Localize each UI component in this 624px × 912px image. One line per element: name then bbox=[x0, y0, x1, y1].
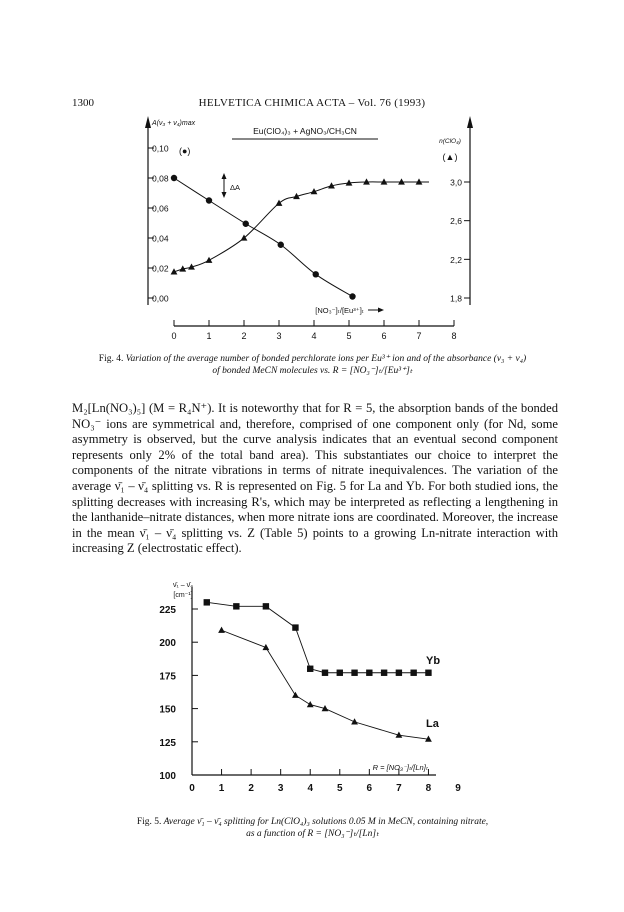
fig5-point-yb bbox=[322, 670, 328, 676]
fig5-x-tick-label: 6 bbox=[366, 783, 373, 794]
fig4-title: Eu(ClO₄)₃ + AgNO₃/CH₃CN bbox=[253, 126, 357, 136]
fig4-x-label-arrow-head bbox=[378, 308, 384, 313]
fig4-left-tick-label: 0,08 bbox=[152, 173, 169, 184]
fig5-y-tick-label: 200 bbox=[159, 638, 176, 650]
fig5-point-yb bbox=[292, 624, 298, 630]
fig4-left-tick-label: 0,04 bbox=[152, 233, 169, 244]
fig4-right-tick-label: 1,8 bbox=[450, 293, 462, 304]
fig5-x-tick-label: 5 bbox=[336, 783, 343, 794]
fig4-point-circle bbox=[349, 293, 355, 299]
fig5-point-yb bbox=[410, 670, 416, 676]
figure-4-chart bbox=[0, 110, 624, 345]
fig5-point-yb bbox=[396, 670, 402, 676]
fig4-series-perchlorate-line bbox=[174, 178, 353, 297]
fig5-series-label-la: La bbox=[426, 718, 439, 730]
fig5-x-axis-label: R = [NO₃⁻]ₜ/[Ln]ₜ bbox=[372, 763, 428, 772]
fig4-x-tick-label: 3 bbox=[276, 331, 282, 341]
fig4-right-axis-label: n(ClO₄) bbox=[439, 138, 461, 145]
fig5-y-tick-label: 100 bbox=[159, 771, 176, 782]
fig4-left-tick-label: 0,10 bbox=[152, 143, 169, 154]
fig4-x-tick-label: 1 bbox=[206, 331, 212, 341]
fig4-x-tick-label: 6 bbox=[381, 331, 387, 341]
fig4-point-triangle bbox=[276, 200, 283, 206]
fig5-y-axis-unit: [cm⁻¹] bbox=[173, 592, 193, 599]
fig4-left-tick-label: 0,00 bbox=[152, 293, 169, 304]
fig4-right-tick-label: 2,6 bbox=[450, 216, 462, 227]
fig5-x-tick-label: 7 bbox=[396, 783, 402, 794]
fig5-point-la bbox=[307, 701, 314, 707]
body-text bbox=[72, 401, 558, 557]
fig5-series-label-yb: Yb bbox=[426, 655, 441, 667]
journal-title: HELVETICA CHIMICA ACTA – Vol. 76 (1993) bbox=[198, 97, 426, 109]
fig5-point-yb bbox=[425, 670, 431, 676]
fig4-delta-arrow-top bbox=[222, 173, 227, 179]
fig5-x-tick-label: 1 bbox=[218, 783, 225, 794]
fig4-x-tick-label: 7 bbox=[416, 331, 422, 341]
fig5-point-yb bbox=[366, 670, 372, 676]
fig5-x-tick-label: 2 bbox=[248, 783, 254, 794]
fig4-x-tick-label: 0 bbox=[171, 331, 177, 341]
fig4-caption-label: Fig. 4. bbox=[98, 354, 124, 364]
fig5-y-tick-label: 175 bbox=[159, 671, 176, 683]
fig4-x-tick-label: 2 bbox=[241, 331, 247, 341]
fig4-point-triangle bbox=[206, 257, 213, 263]
fig4-x-tick-label: 8 bbox=[451, 331, 457, 341]
fig5-y-tick-label: 125 bbox=[159, 737, 176, 749]
fig5-point-la bbox=[218, 627, 225, 633]
fig4-point-circle bbox=[206, 197, 212, 203]
fig5-point-yb bbox=[307, 666, 313, 672]
fig5-series-la-line bbox=[222, 630, 429, 739]
page-number: 1300 bbox=[72, 97, 94, 109]
fig5-x-tick-label: 8 bbox=[425, 783, 432, 794]
fig4-right-axis-symbol: (▲) bbox=[442, 152, 458, 162]
fig5-point-yb bbox=[263, 603, 269, 609]
fig5-x-tick-label: 4 bbox=[307, 783, 314, 794]
fig5-caption-label: Fig. 5. bbox=[136, 817, 162, 827]
fig4-left-axis-symbol: (●) bbox=[179, 146, 191, 156]
fig4-left-tick-label: 0,02 bbox=[152, 263, 169, 274]
fig5-point-la bbox=[292, 692, 299, 698]
fig5-point-yb bbox=[233, 603, 239, 609]
fig4-x-tick-label: 5 bbox=[346, 331, 352, 341]
fig5-point-yb bbox=[381, 670, 387, 676]
fig4-left-tick-label: 0,06 bbox=[152, 203, 169, 214]
fig4-right-tick-label: 2,2 bbox=[450, 254, 462, 265]
fig4-left-axis-label: A(ν₃ + ν₄)max bbox=[152, 120, 196, 127]
fig5-point-yb bbox=[337, 670, 343, 676]
fig4-caption-line2: of bonded MeCN molecules vs. R = [NO₃⁻]ₜ/[Eu³⁺]ₜ bbox=[212, 366, 413, 376]
fig5-x-tick-label: 0 bbox=[189, 783, 195, 794]
fig5-x-tick-label: 9 bbox=[455, 783, 461, 794]
fig5-point-yb bbox=[351, 670, 357, 676]
fig5-point-yb bbox=[204, 599, 210, 605]
fig5-point-la bbox=[351, 718, 358, 724]
fig4-point-circle bbox=[278, 242, 284, 248]
figure-5-caption bbox=[90, 816, 535, 840]
fig4-right-tick-label: 3,0 bbox=[450, 177, 462, 188]
fig4-caption-line1: Variation of the average number of bonded perchlorate ions per Eu³⁺ ion and of the absorbance (ν₃ + ν₄) bbox=[125, 354, 527, 364]
fig4-series-absorbance-line bbox=[174, 182, 429, 272]
fig5-caption-line2: as a function of R = [NO₃⁻]ₜ/[Ln]ₜ bbox=[246, 829, 379, 839]
page-header bbox=[0, 0, 624, 110]
fig4-x-axis-label: [NO₃⁻]ₜ/[Eu³⁺]ₜ bbox=[315, 306, 364, 315]
figure-5-chart bbox=[0, 570, 624, 810]
fig5-y-axis-label: ν̄₁ – ν̄₄ bbox=[172, 582, 194, 589]
fig5-x-tick-label: 3 bbox=[277, 783, 284, 794]
fig4-point-circle bbox=[171, 175, 177, 181]
fig5-y-tick-label: 225 bbox=[159, 605, 176, 616]
fig4-point-circle bbox=[313, 271, 319, 277]
fig4-delta-arrow-bottom bbox=[222, 192, 227, 198]
figure-4-caption bbox=[90, 353, 535, 377]
fig4-right-axis-arrow bbox=[467, 116, 473, 128]
body-paragraph: M₂[Ln(NO₃)₅] (M = R₄N⁺). It is noteworthy that for R = 5, the absorption bands of the bonded NO₃⁻ ions are symmetrical and, therefore, comprised of one component only (for Nd, some asymmetry is observed, but the curve analysis indicates that an eventual second component represents only 2% of the total band area). This substantiates our choice to interpret the components of the nitrate vibrations in terms of nitrate inequivalences. The variation of the average ν̄₁ – ν̄₄ splitting vs. R is represented on Fig. 5 for La and Yb. For both studied ions, the splitting decreases with increasing R's, which may be interpreted as reflecting a lengthening in the lanthanide–nitrate distances, when more nitrate ions are coordinated. Moreover, the increase in the mean ν̄₁ – ν̄₄ splitting vs. Z (Table 5) points to a growing Ln-nitrate interaction with increasing Z (electrostatic effect). bbox=[72, 401, 558, 556]
fig5-y-tick-label: 150 bbox=[159, 704, 176, 716]
fig4-left-axis-arrow bbox=[145, 116, 151, 128]
fig4-delta-a-annotation: ΔA bbox=[230, 183, 241, 192]
fig4-point-circle bbox=[243, 221, 249, 227]
fig5-caption-line1: Average ν̄₁ – ν̄₄ splitting for Ln(ClO₄)₃ solutions 0.05 M in MeCN, containing nitrate, bbox=[163, 817, 489, 827]
fig4-x-tick-label: 4 bbox=[311, 331, 317, 341]
